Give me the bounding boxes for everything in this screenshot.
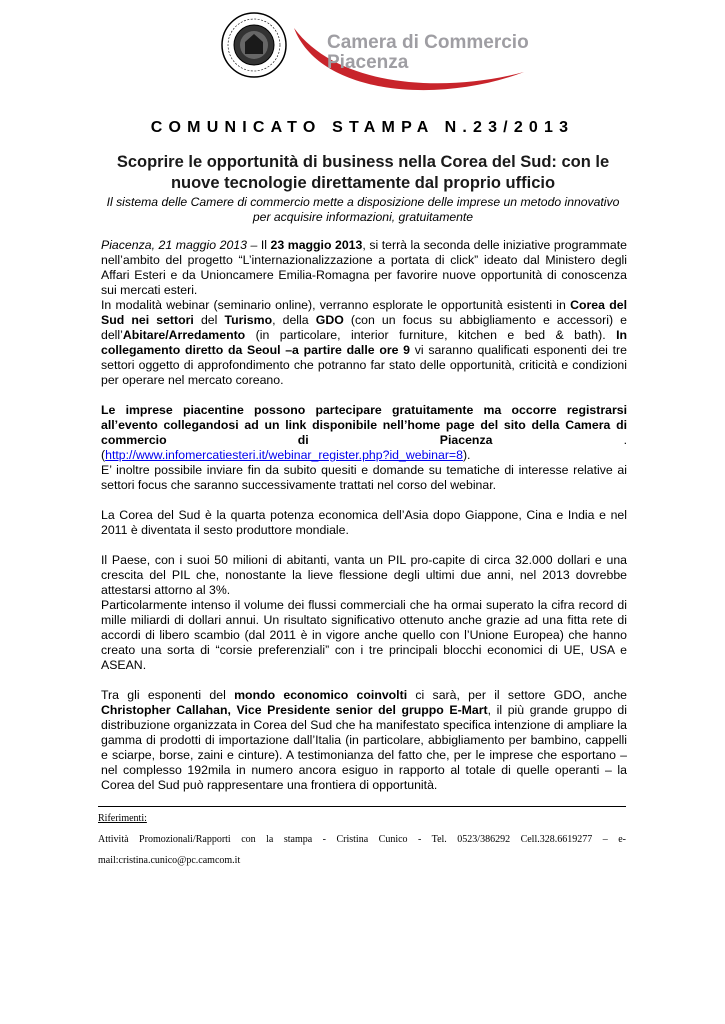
footer-divider: [98, 806, 626, 807]
text-run: (: [101, 448, 106, 462]
paragraph-korea-economy: La Corea del Sud è la quarta potenza economica dell’Asia dopo Giappone, Cina e India e nel 2011 è diventata il sesto produttore mondiale.: [101, 508, 627, 537]
text-bold: Corea del Sud nei settori: [101, 298, 627, 327]
paragraph-webinar: [101, 298, 627, 388]
text-run: ).: [462, 448, 471, 462]
text-run: (con un focus su abbigliamento e accessori) e dell’: [101, 313, 628, 342]
text-bold: Turismo: [224, 313, 273, 327]
contact-line: Attività Promozionali/Rapporti con la stampa - Cristina Cunico - Tel. 0523/386292 Cell.328.6619277 – e-: [98, 834, 626, 845]
paragraph-speakers: [101, 688, 627, 793]
logo-wordmark: [327, 33, 529, 73]
text-run: .: [623, 433, 627, 447]
paragraph-trade: Particolarmente intenso il volume dei flussi commerciali che ha ormai superato la cifra record di mille miliardi di dollari annui. Un risultato significativo ottenuto anche grazie ad una fitta rete di accordi di libero scambio (dal 2011 è in vigore anche quello con l’Unione Europea) che hanno creato una sorta di “corsie preferenziali” con i tre principali blocchi economici di UE, USA e ASEAN.: [101, 598, 627, 672]
page-title: Scoprire le opportunità di business nella Corea del Sud: con le nuove tecnologie direttamente dal proprio ufficio: [116, 153, 610, 192]
text-run: , il più grande gruppo di distribuzione organizzata in Corea del Sud che ha manifestato specifica intenzione di ampliare la gamma di prodotti di importazione dall’Italia (in particolare, abbigliamento per bambino, cappelli e sciarpe, borse, zaini e cinture). A testimonianza del fatto che, per le imprese che esportano – nel complesso 192mila in numero ancora esiguo in rapporto al totale di quelle operanti – la Corea del Sud può rappresentare una frontiera di opportunità.: [101, 703, 627, 792]
text-run: (in particolare, interior furniture, kitchen e bed & bath).: [245, 328, 617, 342]
logo-line-1: Camera di Commercio: [327, 32, 529, 53]
references-label: Riferimenti:: [98, 813, 147, 824]
text-run: Il: [260, 238, 268, 252]
text-run: Tra gli esponenti del: [101, 688, 235, 702]
dateline: Piacenza, 21 maggio 2013 –: [101, 238, 258, 252]
paragraph-link: [101, 448, 627, 463]
paragraph-country: Il Paese, con i suoi 50 milioni di abitanti, vanta un PIL pro-capite di circa 32.000 dollari e una crescita del PIL che, nonostante la lieve flessione degli ultimi due anni, nel 2013 dovrebbe attestarsi attorno al 3%.: [101, 553, 627, 597]
press-release-heading: COMUNICATO STAMPA N.23/2013: [150, 119, 575, 136]
text-run: , si terrà la seconda delle iniziative programmate nell’ambito del progetto “L’internazionalizzazione a portata di click” ideato dal Ministero degli Affari Esteri e da Unioncamere Emilia-Romagna per favorire nuove opportunità di conoscenza sui mercati esteri.: [101, 238, 627, 297]
event-date: 23 maggio 2013: [270, 238, 363, 252]
text-bold: Christopher Callahan, Vice Presidente senior del gruppo E-Mart: [101, 703, 488, 717]
webinar-register-link[interactable]: http://www.infomercatiesteri.it/webinar_register.php?id_webinar=8: [105, 448, 463, 462]
page-subtitle: Il sistema delle Camere di commercio mette a disposizione delle imprese un metodo innovativo per acquisire informazioni, gratuitamente: [106, 195, 620, 224]
paragraph-registration: [101, 403, 627, 448]
text-bold: GDO: [315, 313, 344, 327]
logo-line-2: Piacenza: [327, 52, 409, 73]
text-bold: Abitare/Arredamento: [122, 328, 246, 342]
text-run: ci sarà, per il settore GDO, anche: [407, 688, 627, 702]
contact-email: mail:cristina.cunico@pc.camcom.it: [98, 855, 241, 866]
text-run: In modalità webinar (seminario online), verranno esplorate le opportunità esistenti in: [101, 298, 571, 312]
text-bold: Le imprese piacentine possono partecipare gratuitamente ma occorre registrarsi all’evento collegandosi ad un link disponibile nell’home page del sito della Camera di commercio di Piacenza: [101, 403, 627, 447]
text-bold: In collegamento diretto da Seoul –a partire dalle ore 9: [101, 328, 627, 357]
text-run: del: [193, 313, 225, 327]
body-text: [101, 238, 627, 793]
text-run: , della: [272, 313, 316, 327]
chamber-seal-logo: [221, 12, 287, 78]
references-footer: [98, 808, 626, 871]
paragraph-questions: E’ inoltre possibile inviare fin da subito quesiti e domande su tematiche di interesse relative ai settori focus che saranno successivamente trattati nel corso del webinar.: [101, 463, 627, 492]
text-bold: mondo economico coinvolti: [234, 688, 408, 702]
paragraph-intro: [101, 238, 627, 298]
text-run: vi saranno qualificati esponenti dei tre settori oggetto di approfondimento che potranno far stato delle opportunità, criticità e condizioni per operare nel mercato coreano.: [101, 343, 627, 387]
